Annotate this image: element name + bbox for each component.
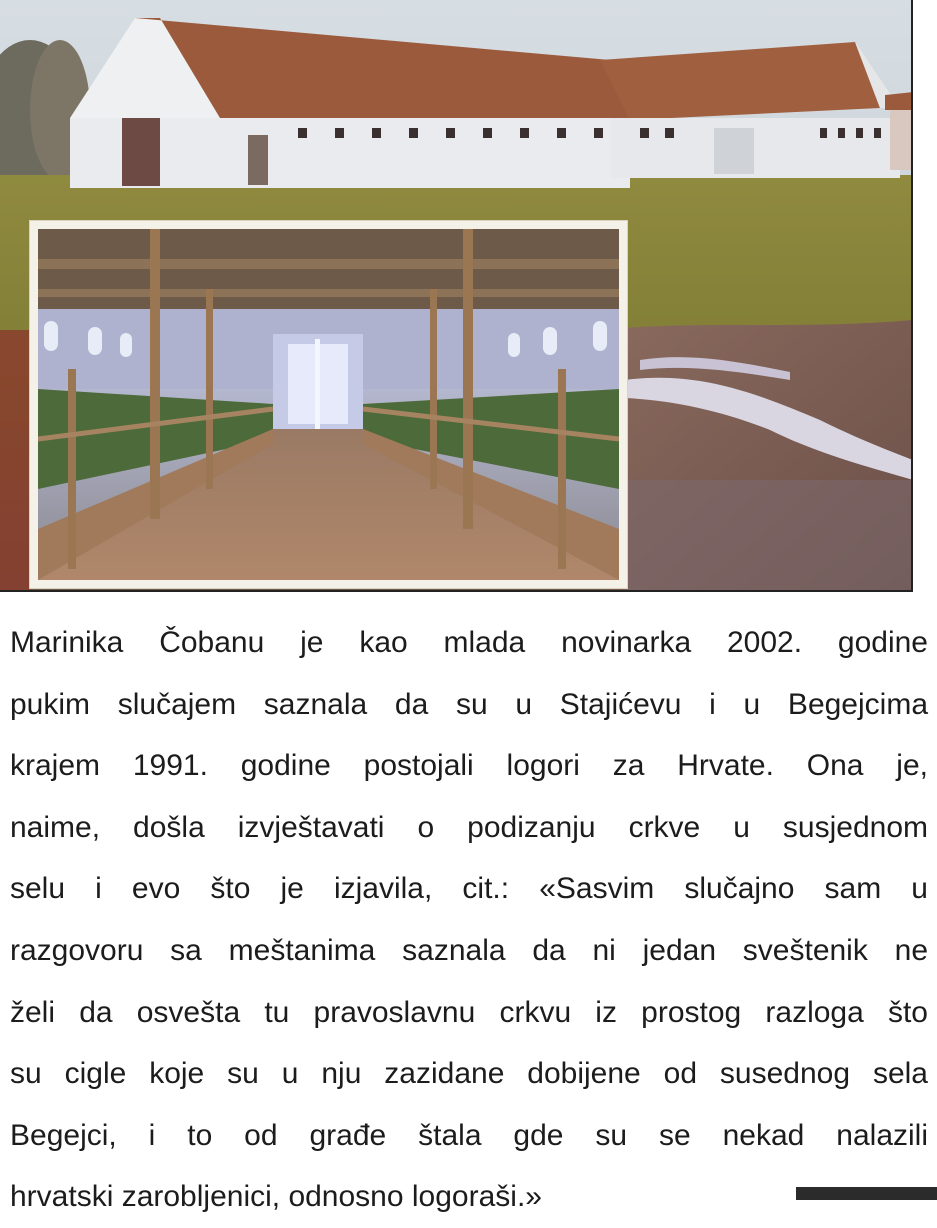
article-line: selu i evo što je izjavila, cit.: «Sasvim slučajno sam u	[10, 872, 928, 906]
barn-interior-inset	[30, 221, 627, 588]
article-text	[10, 612, 928, 1228]
article-line: krajem 1991. godine postojali logori za Hrvate. Ona je,	[10, 749, 928, 783]
article-line: želi da osvešta tu pravoslavnu crkvu iz prostog razloga što	[10, 995, 928, 1029]
article-line: Marinika Čobanu je kao mlada novinarka 2002. godine	[10, 626, 928, 659]
article-line: pukim slučajem saznala da su u Stajićevu i u Begejcima	[10, 687, 928, 721]
article-line: naime, došla izvještavati o podizanju crkve u susjednom	[10, 810, 928, 844]
article-line: hrvatski zarobljenici, odnosno logoraši.»	[10, 1180, 542, 1214]
article-line: su cigle koje su u nju zazidane dobijene od susednog sela	[10, 1057, 928, 1091]
barn-interior-image	[38, 229, 619, 580]
article-line: razgovoru sa meštanima saznala da ni jedan sveštenik ne	[10, 933, 928, 967]
farm-photo	[0, 0, 913, 592]
article-line: Begejci, i to od građe štala gde su se nekad nalazili	[10, 1118, 928, 1152]
watermark	[796, 1187, 937, 1200]
